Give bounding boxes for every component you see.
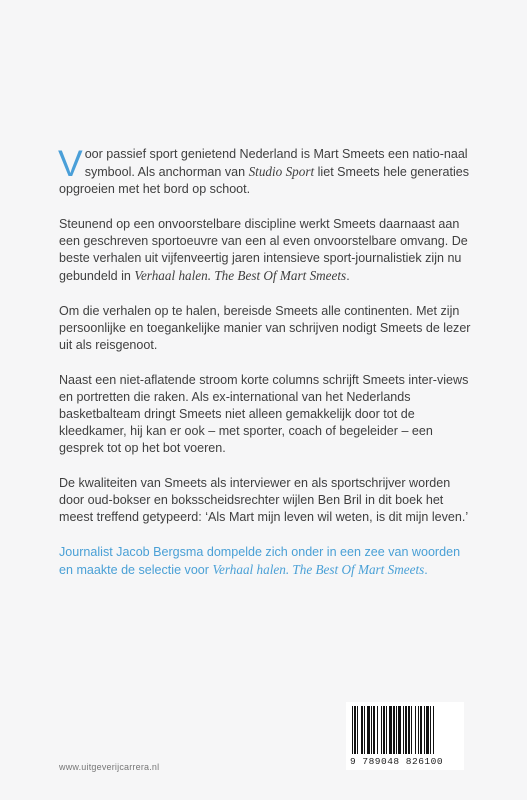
paragraph-intro [58, 143, 477, 198]
paragraph-text: . [346, 269, 350, 283]
paragraph-text: . [424, 563, 428, 577]
blurb-text [58, 143, 477, 597]
isbn-barcode [346, 702, 464, 770]
paragraph-text: Journalist Jacob Bergsma dompelde zich onder in een zee van woorden en maakte de selectie voor [59, 545, 461, 577]
publisher-website: www.uitgeverijcarrera.nl [59, 762, 160, 772]
paragraph-text: liet Smeets hele generaties opgroeien met het bord op schoot. [59, 165, 469, 196]
paragraph-editor [59, 544, 477, 579]
italic-title-studio-sport: Studio Sport [248, 164, 315, 179]
italic-book-title: Verhaal halen. The Best Of Mart Smeets [134, 268, 347, 283]
paragraph-ben-bril: De kwaliteiten van Smeets als interviewer en als sportschrijver worden door oud-bokser en boksscheidsrechter wijlen Ben Bril in dit boek het meest treffend getypeerd: ‘Als Mart mijn leven wil weten, is dit mijn leven.’ [59, 476, 469, 524]
dropcap-letter: V [58, 143, 83, 184]
isbn-digits: 9 789048 826100 [350, 756, 444, 767]
paragraph-text: oor passief sport genietend Nederland is Mart Smeets een natio-naal symbool. Als anchorman van [84, 147, 468, 179]
paragraph-text: Steunend op een onvoorstelbare discipline werkt Smeets daarnaast aan een geschreven sportoeuvre van een al even onvoorstelbare omvang. De beste verhalen uit vijfenveertig jaren intensieve sport-journalistiek zijn nu gebundeld in [59, 217, 468, 283]
paragraph-columns: Naast een niet-aflatende stroom korte columns schrijft Smeets inter-views en portretten die raken. Als ex-international van het Nederlands basketbalteam dringt Smeets niet alleen gemakkelijk door tot de kleedkamer, hij kan er ook – met sporter, coach of begeleider – een gesprek tot op het bot voeren. [59, 373, 469, 455]
paragraph-continents: Om die verhalen op te halen, bereisde Smeets alle continenten. Met zijn persoonlijke en toegankelijke manier van schrijven nodigt Smeets de lezer uit als reisgenoot. [59, 304, 471, 352]
paragraph-discipline [59, 216, 477, 285]
italic-book-title: Verhaal halen. The Best Of Mart Smeets [212, 562, 425, 577]
barcode-bars [352, 706, 458, 756]
